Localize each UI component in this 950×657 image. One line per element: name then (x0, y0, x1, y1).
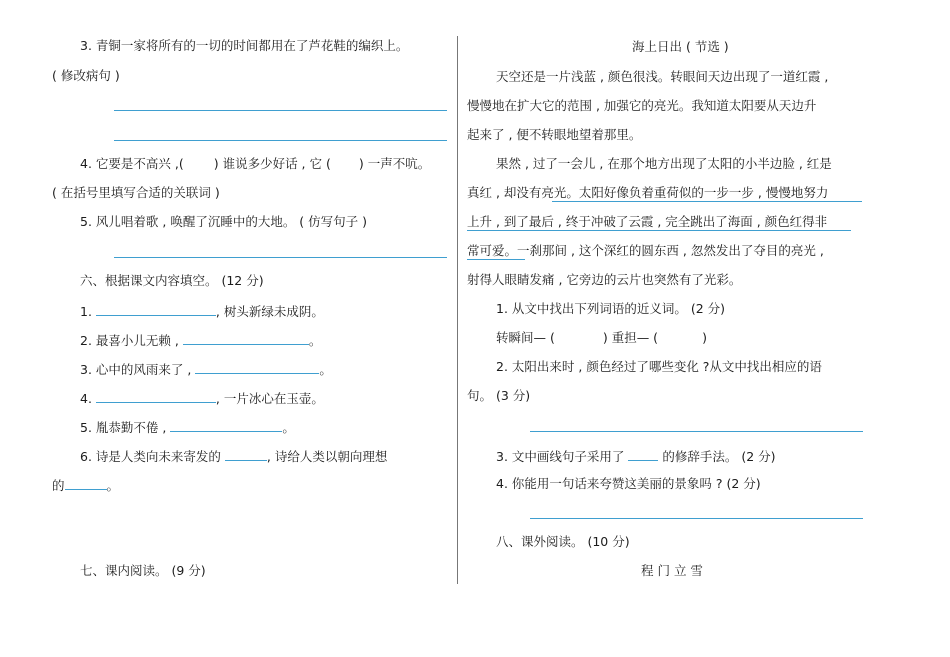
fill-6-continued (52, 476, 119, 494)
answer-line-q3-1[interactable] (114, 110, 447, 111)
passage-line: 起来了 , 便不转眼地望着那里。 (467, 127, 642, 142)
question-5: 5. 风儿唱着歌 , 唤醒了沉睡中的大地。 ( 仿写句子 ) (80, 214, 367, 229)
reading-question-2: 2. 太阳出来时 , 颜色经过了哪些变化 ?从文中找出相应的语 (496, 359, 822, 374)
passage-title: 海上日出 ( 节选 ) (632, 39, 729, 54)
rq1-part-b: ) 重担— ( (602, 330, 659, 345)
reading-question-1-blanks (496, 330, 707, 346)
rq3-blank[interactable] (628, 447, 658, 461)
passage-line: 果然 , 过了一会儿 , 在那个地方出现了太阳的小半边脸 , 红是 (496, 156, 832, 171)
fill-1-text: , 树头新绿未成阴。 (215, 304, 324, 319)
answer-line-rq2[interactable] (530, 431, 863, 432)
passage-line: 天空还是一片浅蓝 , 颜色很浅。转眼间天边出现了一道红霞 , (496, 69, 829, 84)
fill-2 (80, 331, 321, 349)
fill-1-blank[interactable] (96, 302, 216, 316)
passage-line: 射得人眼睛发痛 , 它旁边的云片也突然有了光彩。 (467, 272, 742, 287)
fill-4-text: , 一片冰心在玉壶。 (215, 391, 324, 406)
question-4-instruction: ( 在括号里填写合适的关联词 ) (52, 185, 220, 200)
passage-line: 上升 , 到了最后 , 终于冲破了云霞 , 完全跳出了海面 , 颜色红得非 (467, 214, 828, 229)
passage-line: 真红 , 却没有亮光。太阳好像负着重荷似的一步一步 , 慢慢地努力 (467, 185, 829, 200)
fill-6-text-a: 6. 诗是人类向未来寄发的 (80, 449, 221, 464)
q4-part-c: ) 一声不吭。 (358, 156, 431, 171)
question-3: 3. 青铜一家将所有的一切的时间都用在了芦花鞋的编织上。 (80, 38, 409, 53)
fill-6-text-c: 的 (52, 478, 65, 493)
question-3-instruction: ( 修改病句 ) (52, 68, 120, 83)
fill-4-blank[interactable] (96, 389, 216, 403)
fill-2-blank[interactable] (183, 331, 309, 345)
rq3-part-b: 的修辞手法。 (2 分) (662, 449, 776, 464)
answer-line-q3-2[interactable] (114, 140, 447, 141)
question-4 (80, 156, 430, 172)
fill-6-text-b: , 诗给人类以朝向理想 (266, 449, 388, 464)
underline-marked-sentence (467, 230, 851, 231)
answer-line-rq4[interactable] (530, 518, 863, 519)
reading-question-1: 1. 从文中找出下列词语的近义词。 (2 分) (496, 301, 726, 316)
section-7-title: 七、课内阅读。 (9 分) (80, 563, 206, 578)
fill-6-blank-1[interactable] (225, 447, 267, 461)
rq3-part-a: 3. 文中画线句子采用了 (496, 449, 625, 464)
answer-line-q5[interactable] (114, 257, 447, 258)
fill-1 (80, 302, 324, 320)
fill-5 (80, 418, 295, 436)
fill-6 (80, 447, 387, 465)
column-divider (457, 36, 458, 584)
fill-3-blank[interactable] (195, 360, 319, 374)
fill-6-period: 。 (106, 478, 120, 493)
q4-part-a: 4. 它要是不高兴 ,( (80, 156, 184, 171)
fill-3 (80, 360, 332, 378)
fill-5-text: 5. 胤恭勤不倦 , (80, 420, 167, 435)
underline-marked-sentence (467, 259, 525, 260)
fill-5-period: 。 (282, 420, 295, 435)
fill-3-text: 3. 心中的风雨来了 , (80, 362, 192, 377)
passage-line: 常可爱。一刹那间 , 这个深红的圆东西 , 忽然发出了夺目的亮光 , (467, 243, 824, 258)
fill-1-number: 1. (80, 304, 92, 319)
fill-2-text: 2. 最喜小儿无赖 , (80, 333, 179, 348)
reading-question-4: 4. 你能用一句话来夸赞这美丽的景象吗 ? (2 分) (496, 476, 761, 491)
fill-2-period: 。 (308, 333, 322, 348)
fill-4 (80, 389, 324, 407)
q4-part-b: ) 谁说多少好话 , 它 ( (213, 156, 331, 171)
fill-3-period: 。 (319, 362, 332, 377)
reading-question-3 (496, 447, 776, 465)
reading-question-2-continued: 句。 (3 分) (467, 388, 531, 403)
fill-6-blank-2[interactable] (65, 476, 107, 490)
passage-line: 慢慢地在扩大它的范围 , 加强它的亮光。我知道太阳要从天边升 (467, 98, 817, 113)
section-8-title: 八、课外阅读。 (10 分) (496, 534, 630, 549)
rq1-part-a: 转瞬间— ( (496, 330, 555, 345)
rq1-part-c: ) (702, 330, 707, 345)
underline-marked-sentence (552, 201, 862, 202)
fill-5-blank[interactable] (170, 418, 282, 432)
story-title: 程 门 立 雪 (641, 563, 703, 578)
fill-4-number: 4. (80, 391, 92, 406)
section-6-title: 六、根据课文内容填空。 (12 分) (80, 273, 264, 288)
